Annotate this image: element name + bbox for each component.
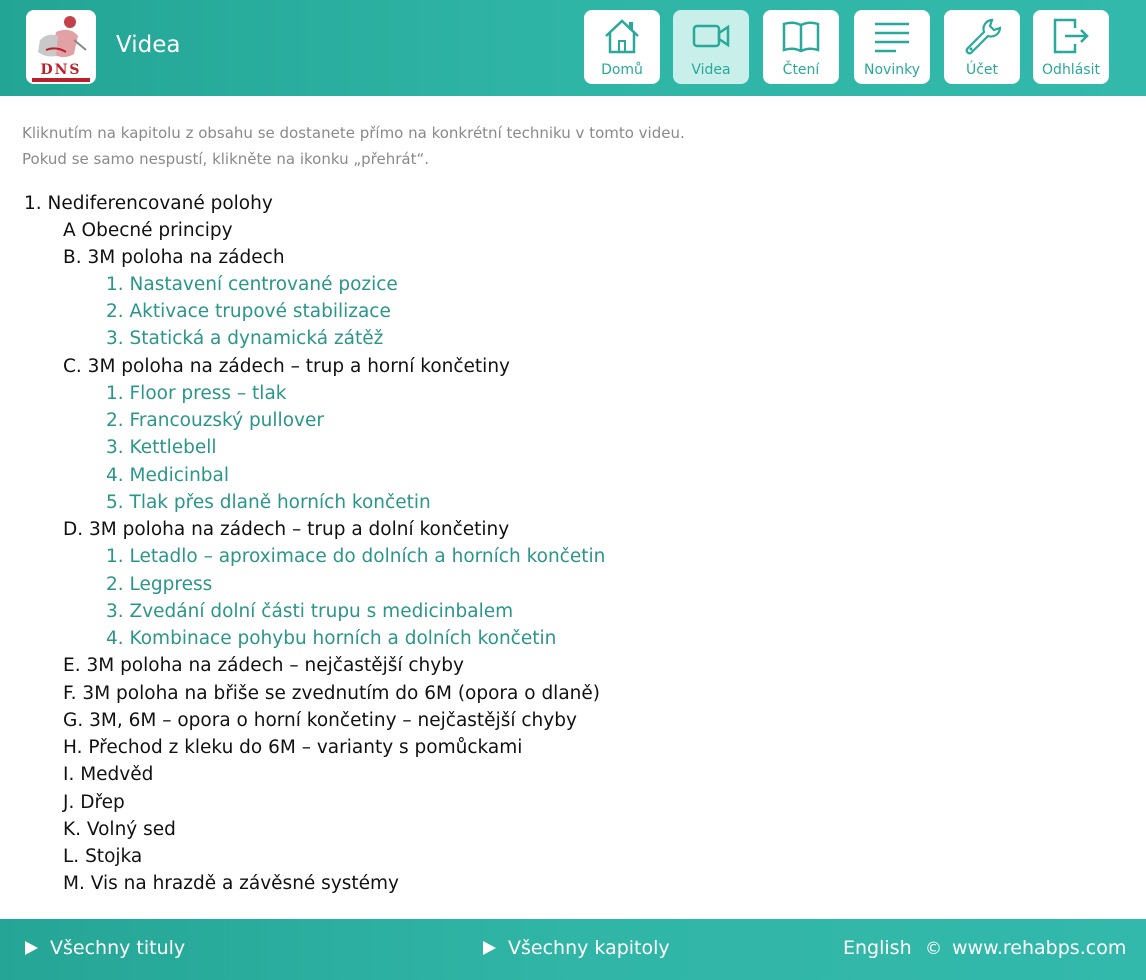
chapter-item[interactable]: B. 3M poloha na zádech — [63, 247, 285, 268]
nav-videos-button[interactable] — [673, 10, 749, 84]
chapter-subitem-link[interactable]: 2. Francouzský pullover — [106, 410, 324, 431]
intro-line-1: Kliknutím na kapitolu z obsahu se dostanete přímo na konkrétní techniku v tomto videu. — [22, 124, 685, 142]
chapter-item[interactable]: D. 3M poloha na zádech – trup a dolní končetiny — [63, 519, 510, 540]
chapter-item[interactable]: G. 3M, 6M – opora o horní končetiny – nejčastější chyby — [63, 710, 577, 731]
copyright-symbol: © — [925, 939, 942, 959]
dns-logo[interactable] — [26, 10, 96, 84]
chapter-subitem-link[interactable]: 1. Letadlo – aproximace do dolních a horních končetin — [106, 546, 606, 567]
news-lines-icon — [872, 16, 912, 56]
video-camera-icon — [691, 16, 731, 56]
chapter-item[interactable]: H. Přechod z kleku do 6M – varianty s pomůckami — [63, 737, 523, 758]
bottom-footer — [0, 919, 1146, 980]
chapter-item[interactable]: M. Vis na hrazdě a závěsné systémy — [63, 873, 400, 894]
play-triangle-icon — [25, 941, 38, 955]
chapter-item[interactable]: C. 3M poloha na zádech – trup a horní končetiny — [63, 356, 510, 377]
nav-reading-label: Čtení — [782, 62, 820, 78]
nav-news-button[interactable] — [854, 10, 930, 84]
all-chapters-link[interactable] — [483, 937, 670, 959]
book-icon — [781, 16, 821, 56]
nav-logout-button[interactable] — [1033, 10, 1109, 84]
chapter-subitem-link[interactable]: 2. Legpress — [106, 574, 213, 595]
chapter-item[interactable]: J. Dřep — [63, 792, 125, 813]
chapter-item[interactable]: F. 3M poloha na břiše se zvednutím do 6M (opora o dlaně) — [63, 683, 600, 704]
all-chapters-label: Všechny kapitoly — [508, 937, 670, 959]
logout-icon — [1051, 16, 1091, 56]
wrench-icon — [962, 16, 1002, 56]
nav-home-label: Domů — [601, 62, 643, 78]
nav-account-label: Účet — [965, 62, 999, 78]
website-label: www.rehabps.com — [952, 937, 1127, 959]
home-icon — [602, 16, 642, 56]
chapter-subitem-link[interactable]: 1. Floor press – tlak — [106, 383, 287, 404]
all-titles-link[interactable] — [25, 937, 185, 959]
chapter-item[interactable]: K. Volný sed — [63, 819, 176, 840]
logo-bar — [32, 78, 90, 82]
logo-text: DNS — [40, 62, 82, 78]
chapter-item[interactable]: I. Medvěd — [63, 764, 154, 785]
language-link[interactable]: English — [843, 937, 912, 959]
nav-home-button[interactable] — [584, 10, 660, 84]
play-triangle-icon — [483, 941, 496, 955]
chapter-item[interactable]: A Obecné principy — [63, 220, 233, 241]
page-title: Videa — [116, 32, 181, 58]
all-titles-label: Všechny tituly — [50, 937, 186, 959]
nav-logout-label: Odhlásit — [1042, 62, 1100, 78]
chapter-subitem-link[interactable]: 3. Zvedání dolní části trupu s medicinbalem — [106, 601, 514, 622]
chapter-item[interactable]: L. Stojka — [63, 846, 143, 867]
chapter-subitem-link[interactable]: 4. Medicinbal — [106, 465, 230, 486]
nav-videos-label: Videa — [691, 62, 731, 78]
chapter-subitem-link[interactable]: 2. Aktivace trupové stabilizace — [106, 301, 391, 322]
top-header — [0, 0, 1146, 96]
intro-line-2: Pokud se samo nespustí, klikněte na ikonku „přehrát“. — [22, 150, 429, 168]
chapter-subitem-link[interactable]: 5. Tlak přes dlaně horních končetin — [106, 492, 431, 513]
nav-account-button[interactable] — [944, 10, 1020, 84]
chapter-item[interactable]: E. 3M poloha na zádech – nejčastější chyby — [63, 655, 464, 676]
intro-text — [22, 120, 1122, 172]
nav-reading-button[interactable] — [763, 10, 839, 84]
chapter-heading[interactable]: 1. Nediferencované polohy — [24, 193, 273, 214]
nav-news-label: Novinky — [864, 62, 920, 78]
chapter-subitem-link[interactable]: 3. Statická a dynamická zátěž — [106, 328, 384, 349]
chapter-subitem-link[interactable]: 3. Kettlebell — [106, 437, 217, 458]
chapter-subitem-link[interactable]: 4. Kombinace pohybu horních a dolních končetin — [106, 628, 557, 649]
website-link[interactable] — [925, 937, 1126, 959]
chapter-subitem-link[interactable]: 1. Nastavení centrované pozice — [106, 274, 398, 295]
